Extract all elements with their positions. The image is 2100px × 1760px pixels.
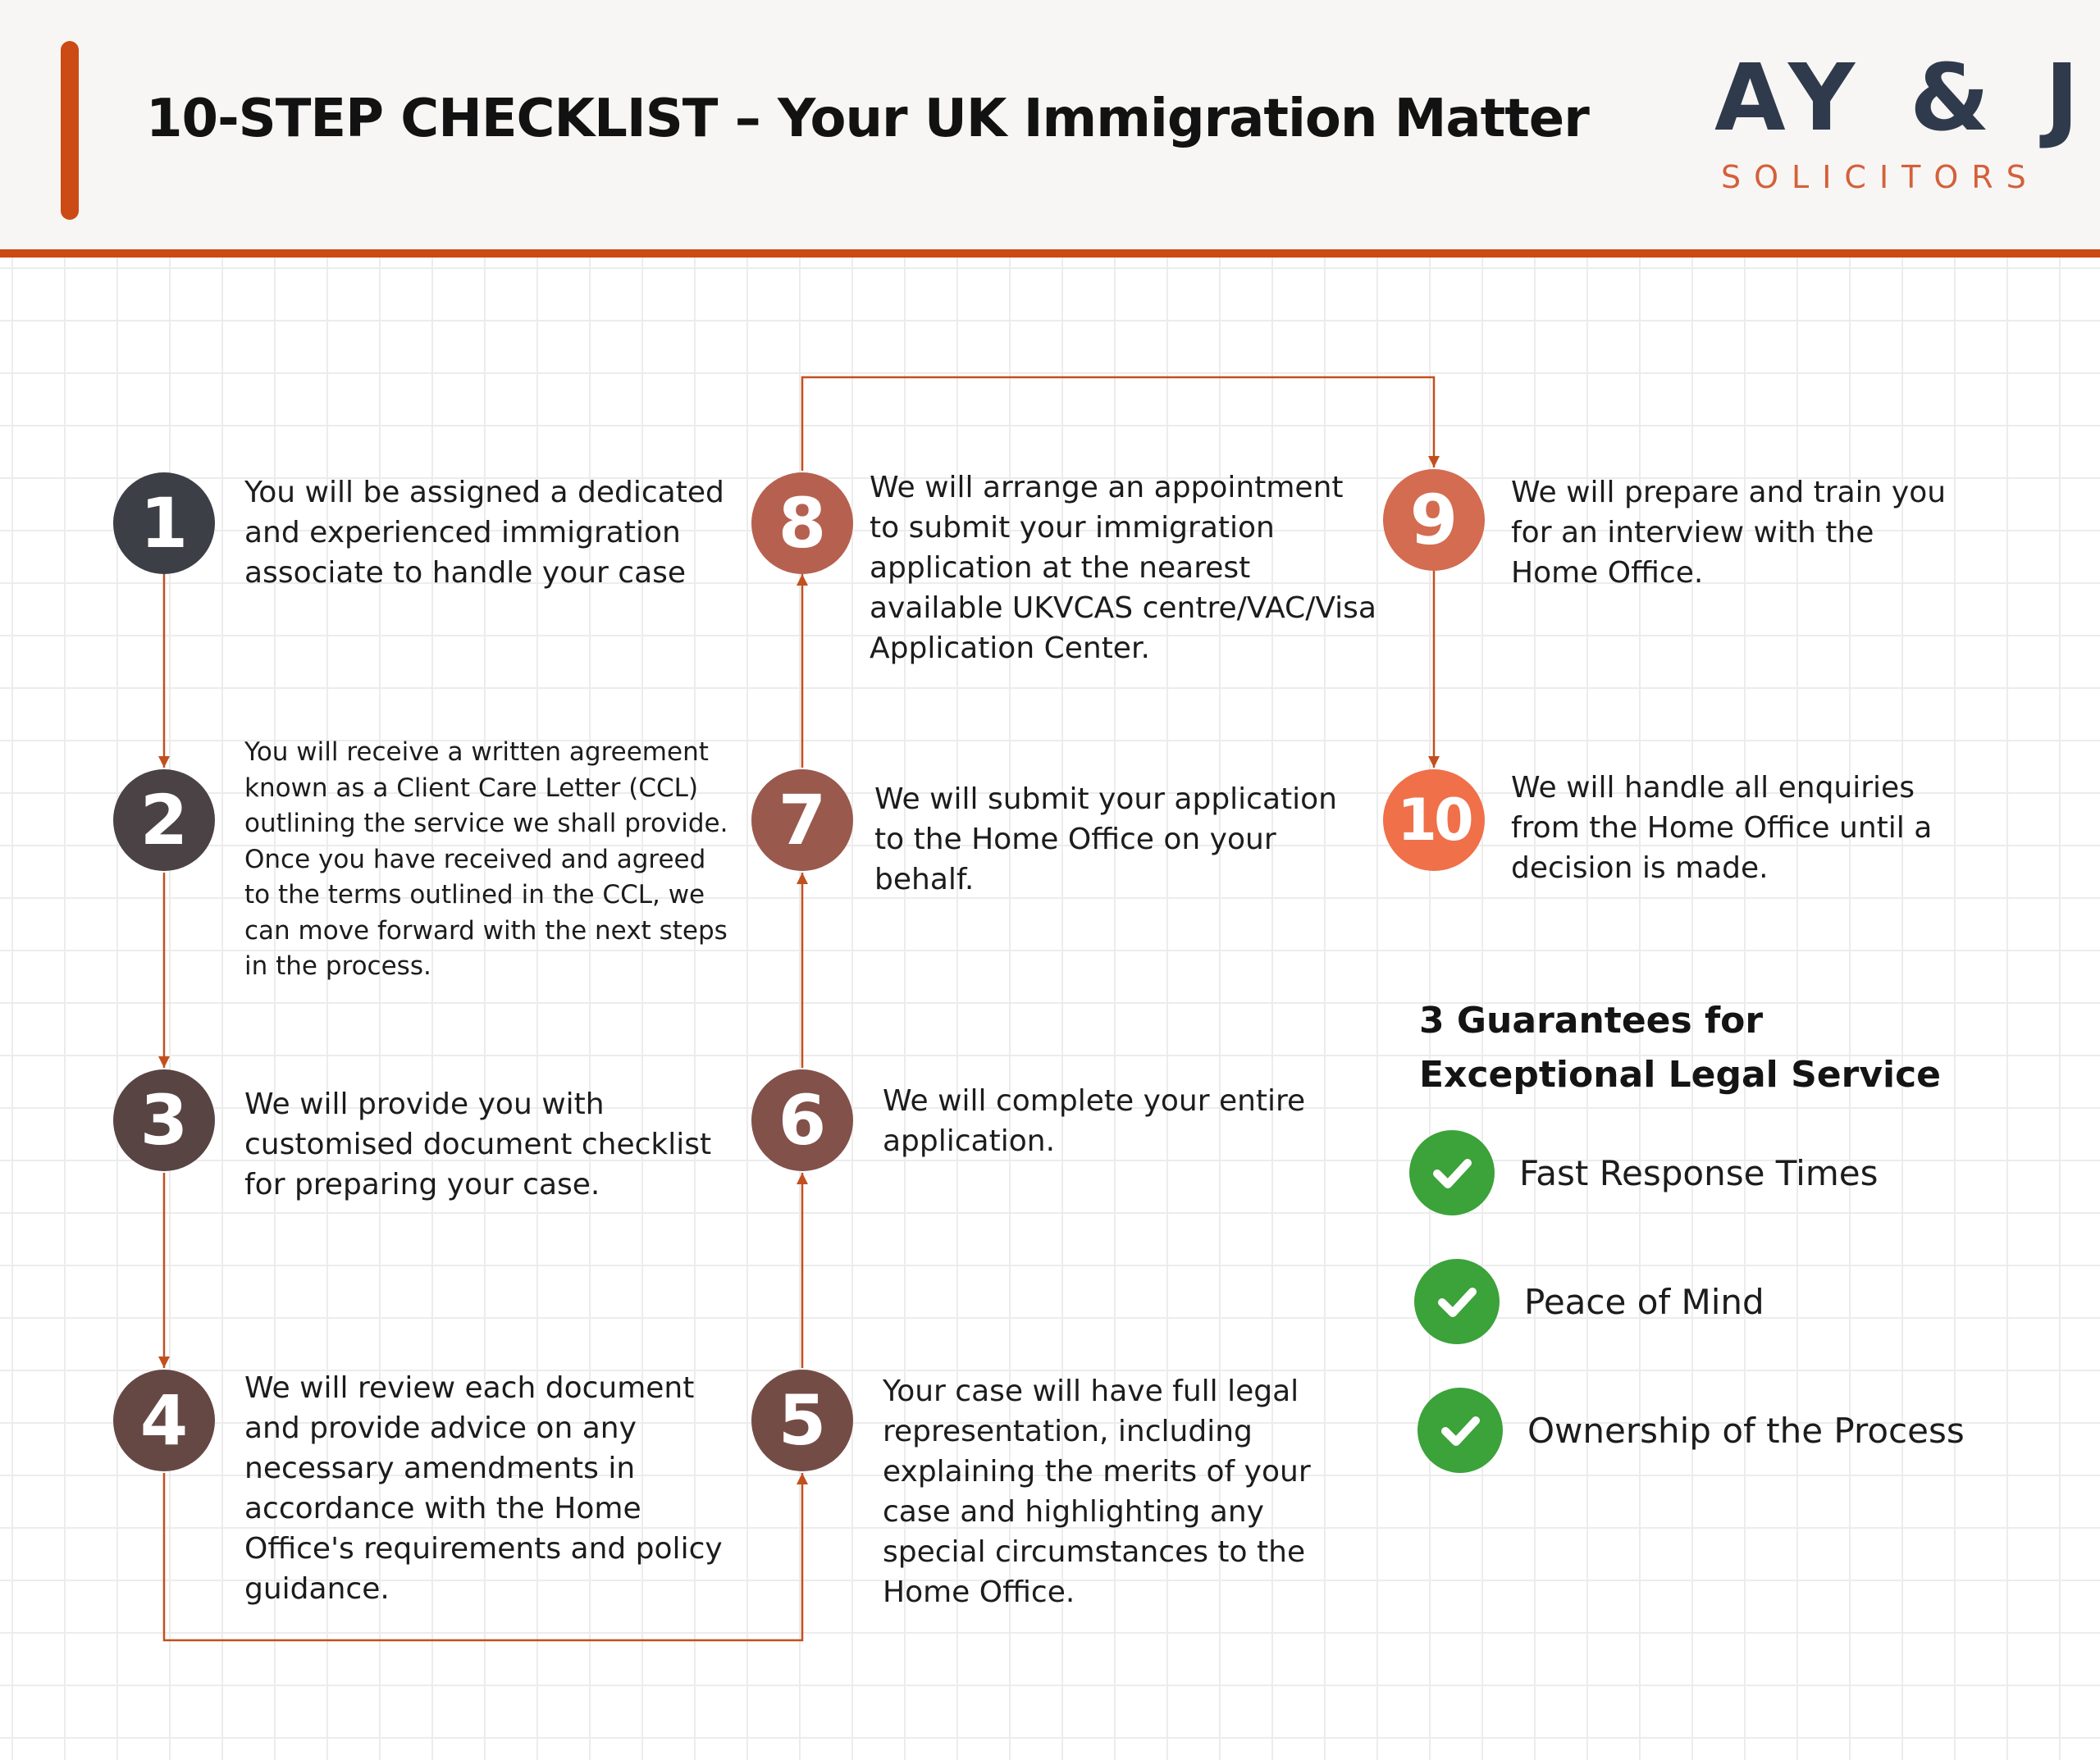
step-5-badge: 5	[751, 1370, 853, 1471]
step-1-text: You will be assigned a dedicated and experienced immigration associate to handle your case	[244, 476, 724, 590]
step-6-text: We will complete your entire application.	[883, 1084, 1306, 1158]
guarantee-label: Ownership of the Process	[1527, 1410, 1965, 1451]
page-title: 10-STEP CHECKLIST – Your UK Immigration Matter	[146, 89, 1589, 149]
step-8-badge: 8	[751, 472, 853, 574]
guarantee-item	[1418, 1388, 1965, 1473]
step-1-badge: 1	[113, 472, 215, 574]
step-2-text: You will receive a written agreement known as a Client Care Letter (CCL) outlining the service we shall provide. Once you have received and agreed to the terms outlined in the CCL, we can move forward with the next steps in the process.	[244, 737, 728, 981]
guarantee-item	[1409, 1130, 1878, 1215]
step-7-badge: 7	[751, 769, 853, 871]
step-7-text: We will submit your application to the Home Office on your behalf.	[874, 782, 1337, 896]
guarantee-label: Fast Response Times	[1519, 1152, 1879, 1193]
check-icon	[1418, 1388, 1503, 1473]
step-3-badge: 3	[113, 1069, 215, 1171]
step-4-badge: 4	[113, 1370, 215, 1471]
step-10-badge: 10	[1383, 769, 1485, 871]
step-10-text: We will handle all enquiries from the Home Office until a decision is made.	[1511, 771, 1933, 885]
step-9-badge: 9	[1383, 469, 1485, 571]
step-4-text: We will review each document and provide advice on any necessary amendments in accordance with the Home Office's requirements and policy guidance.	[244, 1371, 723, 1606]
step-3-text: We will provide you with customised document checklist for preparing your case.	[244, 1087, 712, 1201]
connector-8-9	[802, 377, 1434, 471]
check-icon	[1414, 1259, 1500, 1344]
step-8-text: We will arrange an appointment to submit your immigration application at the nearest available UKVCAS centre/VAC/Visa Application Center.	[870, 471, 1376, 665]
logo-main-text: AY & J	[1714, 45, 2091, 152]
check-icon	[1409, 1130, 1495, 1215]
step-9-text: We will prepare and train you for an interview with the Home Office.	[1511, 476, 1947, 590]
logo-sub-text: SOLICITORS	[1721, 159, 2039, 195]
guarantee-label: Peace of Mind	[1524, 1281, 1764, 1322]
guarantee-item	[1414, 1259, 1764, 1344]
step-6-badge: 6	[751, 1069, 853, 1171]
step-2-badge: 2	[113, 769, 215, 871]
guarantees-title: 3 Guarantees for Exceptional Legal Service	[1419, 1000, 1942, 1096]
step-5-text: Your case will have full legal representation, including explaining the merits of your case and highlighting any special circumstances to the Home Office.	[883, 1375, 1311, 1609]
